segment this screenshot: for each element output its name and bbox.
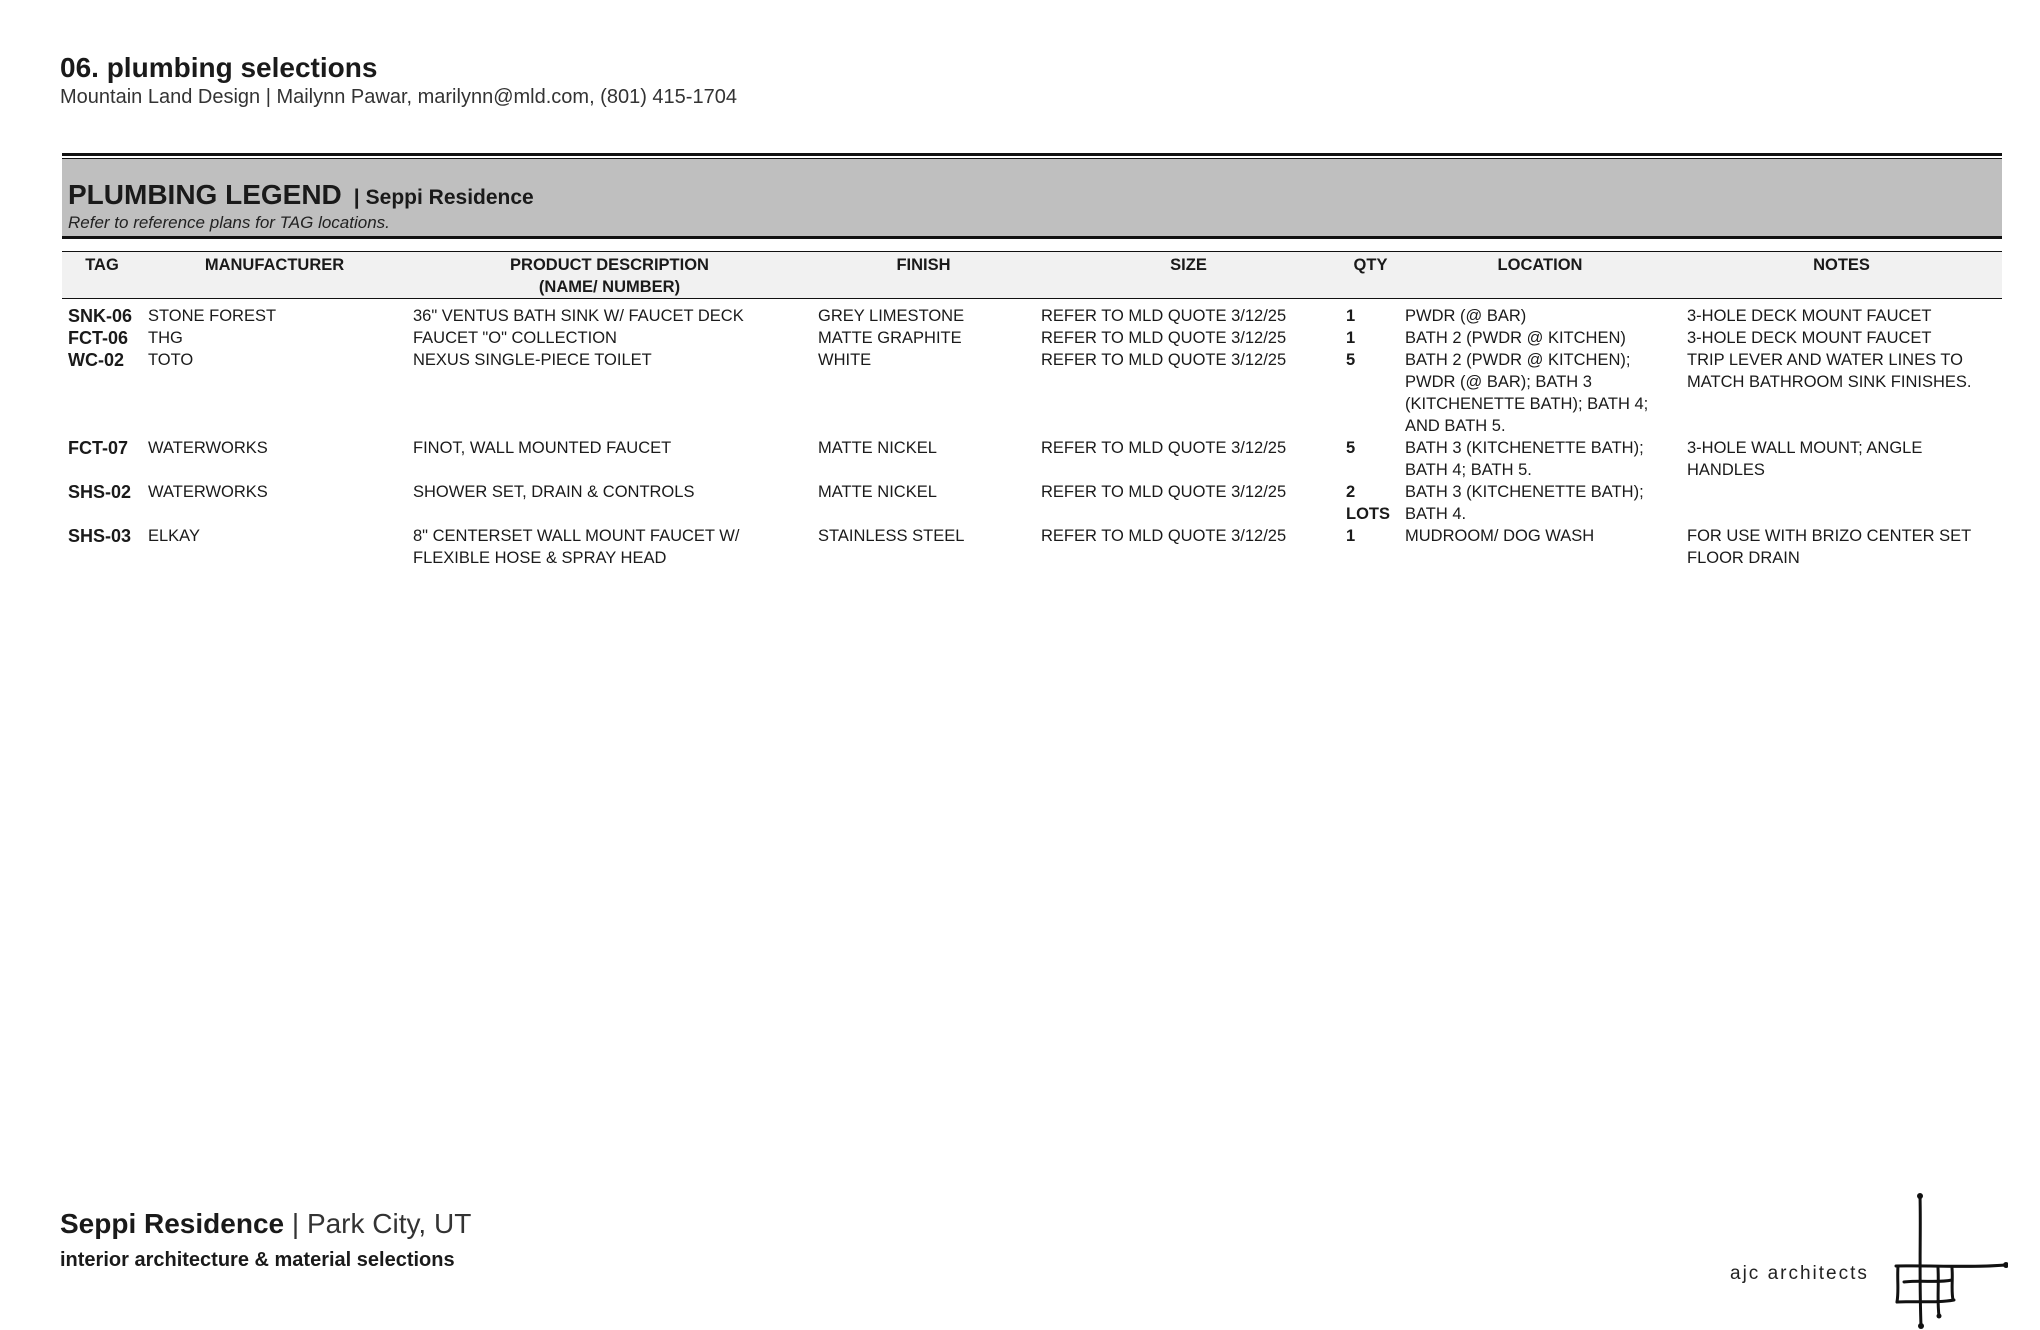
plumbing-legend [62,153,2002,569]
table-row [62,299,2002,328]
firm-name: ajc architects [1730,1263,1869,1284]
cell-tag: SHS-02 [68,482,132,502]
cell-manufacturer: STONE FOREST [148,307,277,325]
cell-location: PWDR (@ BAR) [1405,307,1527,325]
cell-tag: SHS-03 [68,526,132,546]
cell-location: BATH 2 (PWDR @ KITCHEN); PWDR (@ BAR); BATH 3 (KITCHENETTE BATH); BATH 4; AND BATH 5. [1405,351,1649,435]
cell-notes: 3-HOLE DECK MOUNT FAUCET [1687,329,1932,347]
cell-size: REFER TO MLD QUOTE 3/12/25 [1041,483,1287,501]
table-row [62,349,2002,437]
footer-location: Park City, UT [306,1208,472,1239]
cell-finish: MATTE GRAPHITE [818,329,962,347]
cell-size: REFER TO MLD QUOTE 3/12/25 [1041,439,1287,457]
cell-description: FINOT, WALL MOUNTED FAUCET [413,439,672,457]
cell-description: 36" VENTUS BATH SINK W/ FAUCET DECK [413,307,744,325]
page-title: 06. plumbing selections [60,52,378,83]
legend-title: PLUMBING LEGEND [68,179,342,210]
cell-description: NEXUS SINGLE-PIECE TOILET [413,351,652,369]
cell-manufacturer: THG [148,329,183,347]
col-header-tag: TAG [62,252,142,299]
col-header-description-label: PRODUCT DESCRIPTION [510,256,709,274]
cell-size: REFER TO MLD QUOTE 3/12/25 [1041,527,1287,545]
cell-tag: WC-02 [68,350,125,370]
cell-notes: FOR USE WITH BRIZO CENTER SET FLOOR DRAIN [1687,527,1971,567]
footer-separator: | [291,1208,300,1239]
cell-manufacturer: ELKAY [148,527,200,545]
footer-project-name: Seppi Residence [60,1208,285,1239]
table-header-row [62,252,2002,299]
cell-location: BATH 3 (KITCHENETTE BATH); BATH 4. [1405,483,1644,523]
col-header-manufacturer: MANUFACTURER [142,252,407,299]
cell-qty: 1 [1346,307,1356,325]
cell-size: REFER TO MLD QUOTE 3/12/25 [1041,307,1287,325]
page-subtitle: Mountain Land Design | Mailynn Pawar, marilynn@mld.com, (801) 415-1704 [60,86,737,108]
table-row [62,481,2002,525]
cell-location: BATH 3 (KITCHENETTE BATH); BATH 4; BATH 5. [1405,439,1644,479]
col-header-description [407,252,812,299]
cell-description: 8" CENTERSET WALL MOUNT FAUCET W/ FLEXIBLE HOSE & SPRAY HEAD [413,527,740,567]
col-header-qty: QTY [1342,252,1399,299]
cell-notes: TRIP LEVER AND WATER LINES TO MATCH BATHROOM SINK FINISHES. [1687,351,1972,391]
plumbing-table [62,252,2002,569]
cell-qty: 2 LOTS [1346,483,1390,523]
cell-notes: 3-HOLE DECK MOUNT FAUCET [1687,307,1932,325]
col-header-location: LOCATION [1399,252,1681,299]
col-header-description-sub: (NAME/ NUMBER) [538,278,681,296]
legend-banner [62,159,2002,236]
col-header-finish: FINISH [812,252,1035,299]
cell-finish: STAINLESS STEEL [818,527,965,545]
table-row [62,437,2002,481]
cell-tag: FCT-06 [68,328,129,348]
cell-size: REFER TO MLD QUOTE 3/12/25 [1041,329,1287,347]
cell-qty: 5 [1346,439,1356,457]
legend-project-name: Seppi Residence [365,186,534,209]
legend-separator: | [353,186,360,209]
cell-manufacturer: WATERWORKS [148,483,268,501]
col-header-notes: NOTES [1681,252,2002,299]
col-header-size: SIZE [1035,252,1342,299]
cell-finish: MATTE NICKEL [818,439,937,457]
ajc-architects-logo-icon [1888,1190,2008,1330]
footer-subtitle: interior architecture & material selections [60,1249,455,1271]
cell-manufacturer: TOTO [148,351,194,369]
cell-location: BATH 2 (PWDR @ KITCHEN) [1405,329,1626,347]
cell-finish: MATTE NICKEL [818,483,937,501]
footer-project-title [60,1208,471,1240]
cell-manufacturer: WATERWORKS [148,439,268,457]
legend-note: Refer to reference plans for TAG locations. [68,213,390,232]
cell-qty: 1 [1346,329,1356,347]
cell-description: FAUCET "O" COLLECTION [413,329,617,347]
cell-finish: GREY LIMESTONE [818,307,965,325]
cell-location: MUDROOM/ DOG WASH [1405,527,1595,545]
cell-tag: SNK-06 [68,306,133,326]
cell-description: SHOWER SET, DRAIN & CONTROLS [413,483,695,501]
cell-finish: WHITE [818,351,872,369]
cell-qty: 5 [1346,351,1356,369]
cell-size: REFER TO MLD QUOTE 3/12/25 [1041,351,1287,369]
cell-notes [1681,481,2002,525]
cell-tag: FCT-07 [68,438,129,458]
cell-qty: 1 [1346,527,1356,545]
table-row [62,525,2002,569]
cell-notes: 3-HOLE WALL MOUNT; ANGLE HANDLES [1687,439,1923,479]
table-row [62,327,2002,349]
